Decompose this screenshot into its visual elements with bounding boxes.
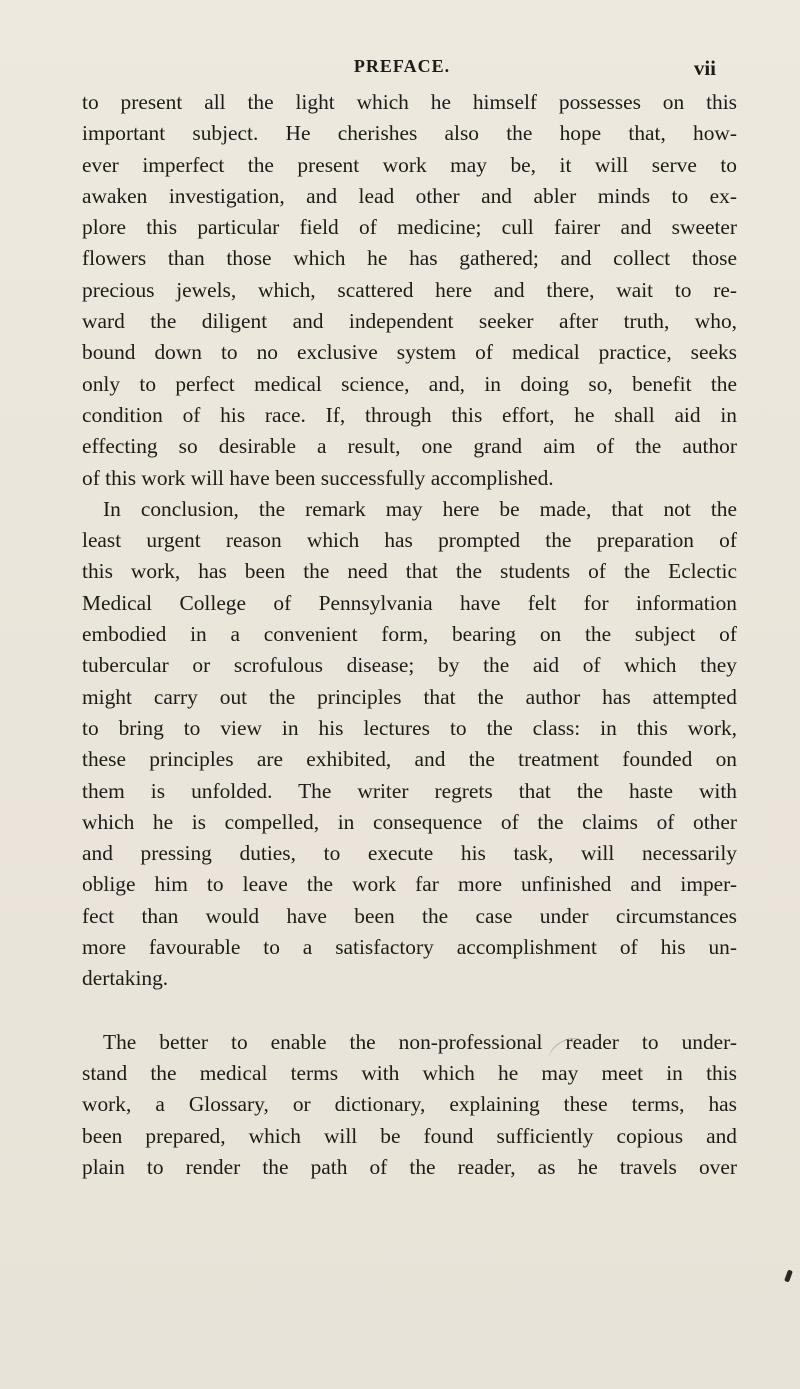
text-line: them is unfolded. The writer regrets that the haste with (82, 778, 737, 803)
text-line: condition of his race. If, through this effort, he shall aid in (82, 402, 737, 427)
text-line: In conclusion, the remark may here be made, that not the (103, 496, 737, 521)
text-line: of this work will have been successfully accomplished. (82, 465, 554, 490)
text-line: ward the diligent and independent seeker after truth, who, (82, 309, 737, 334)
text-line: bound down to no exclusive system of medical practice, seeks (82, 340, 737, 365)
text-line: oblige him to leave the work far more unfinished and imper- (82, 872, 737, 897)
text-line: effecting so desirable a result, one grand aim of the author (82, 434, 737, 459)
page-number: vii (693, 56, 716, 80)
text-line: Medical College of Pennsylvania have felt for information (82, 590, 737, 615)
body-text (82, 87, 737, 1183)
text-line: precious jewels, which, scattered here and there, wait to re- (82, 277, 737, 302)
text-line: least urgent reason which has prompted the preparation of (82, 528, 737, 553)
text-line: work, a Glossary, or dictionary, explaining these terms, has (82, 1092, 737, 1117)
text-line: and pressing duties, to execute his task, will necessarily (82, 841, 737, 866)
paragraph-continuation (82, 87, 737, 494)
text-line: this work, has been the need that the students of the Eclectic (82, 559, 737, 584)
text-line: dertaking. (82, 966, 169, 991)
text-line: plain to render the path of the reader, as he travels over (82, 1154, 737, 1179)
text-line: which he is compelled, in consequence of the claims of other (82, 809, 737, 834)
paragraph-glossary (82, 1027, 737, 1183)
text-line: to present all the light which he himself possesses on this (82, 90, 737, 114)
running-title: PREFACE. (353, 56, 451, 76)
text-line: The better to enable the non-professional reader to under- (103, 1029, 737, 1054)
text-line: flowers than those which he has gathered; and collect those (82, 246, 737, 271)
text-line: awaken investigation, and lead other and abler minds to ex- (82, 183, 737, 208)
text-line: more favourable to a satisfactory accomplishment of his un- (82, 935, 737, 960)
paragraph-gap (82, 995, 737, 1027)
ink-speck (784, 1270, 793, 1283)
text-line: plore this particular field of medicine; cull fairer and sweeter (82, 215, 737, 240)
text-line: these principles are exhibited, and the treatment founded on (82, 747, 737, 772)
text-line: been prepared, which will be found sufficiently copious and (82, 1123, 737, 1148)
text-line: embodied in a convenient form, bearing on the subject of (82, 622, 737, 647)
text-line: important subject. He cherishes also the hope that, how- (82, 121, 737, 146)
running-header (82, 56, 722, 84)
text-line: only to perfect medical science, and, in doing so, benefit the (82, 371, 737, 396)
text-line: tubercular or scrofulous disease; by the aid of which they (82, 653, 737, 678)
paragraph-conclusion (82, 494, 737, 995)
text-line: might carry out the principles that the author has attempted (82, 684, 737, 709)
text-line: ever imperfect the present work may be, it will serve to (82, 152, 737, 177)
text-line: fect than would have been the case under circumstances (82, 903, 737, 928)
text-line: to bring to view in his lectures to the class: in this work, (82, 715, 737, 740)
text-line: stand the medical terms with which he may meet in this (82, 1060, 737, 1085)
